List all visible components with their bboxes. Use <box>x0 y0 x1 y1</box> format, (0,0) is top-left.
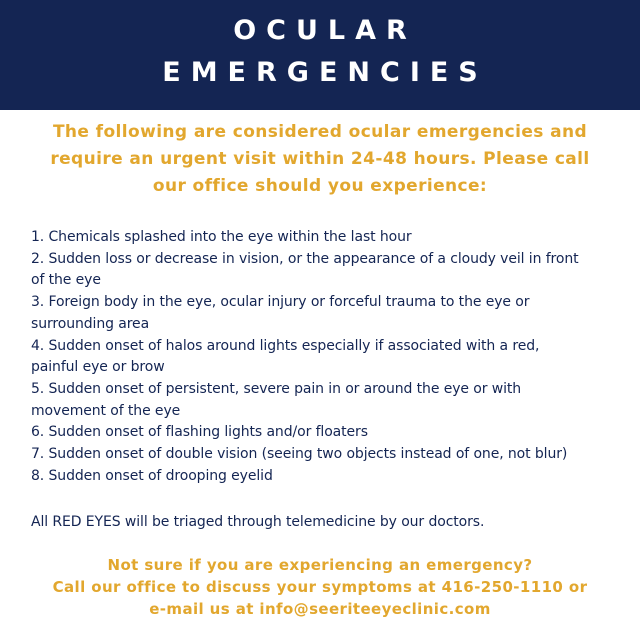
list-line: movement of the eye <box>31 402 181 419</box>
intro-line-1: The following are considered ocular emergencies and <box>52 122 588 142</box>
footer-line-3: e-mail us at info@seeriteeyeclinic.com <box>149 600 491 618</box>
page-title-line-2: EMERGENCIES <box>162 57 488 88</box>
list-line: 4. Sudden onset of halos around lights especially if associated with a red, <box>31 337 540 354</box>
red-eyes-note: All RED EYES will be triaged through telemedicine by our doctors. <box>31 514 485 530</box>
footer-line-1: Not sure if you are experiencing an emergency? <box>107 556 533 574</box>
intro-text <box>0 119 640 200</box>
emergency-list <box>31 227 616 487</box>
list-line: 2. Sudden loss or decrease in vision, or the appearance of a cloudy veil in front <box>31 250 579 267</box>
header-banner <box>0 0 640 110</box>
list-line: painful eye or brow <box>31 359 165 376</box>
footer-contact <box>0 554 640 620</box>
list-line: 5. Sudden onset of persistent, severe pain in or around the eye or with <box>31 380 522 397</box>
list-line: 6. Sudden onset of flashing lights and/or floaters <box>31 424 368 441</box>
list-line: 1. Chemicals splashed into the eye within the last hour <box>31 229 412 245</box>
intro-line-3: our office should you experience: <box>152 176 488 196</box>
page-title-line-1: OCULAR <box>233 15 417 46</box>
list-line: 7. Sudden onset of double vision (seeing two objects instead of one, not blur) <box>31 446 568 463</box>
footer-line-2: Call our office to discuss your symptoms at 416-250-1110 or <box>52 578 588 596</box>
list-line: surrounding area <box>31 315 150 332</box>
list-line: 3. Foreign body in the eye, ocular injury or forceful trauma to the eye or <box>31 294 530 311</box>
intro-line-2: require an urgent visit within 24-48 hours. Please call <box>50 149 590 169</box>
list-line: 8. Sudden onset of drooping eyelid <box>31 467 273 484</box>
list-line: of the eye <box>31 272 101 289</box>
